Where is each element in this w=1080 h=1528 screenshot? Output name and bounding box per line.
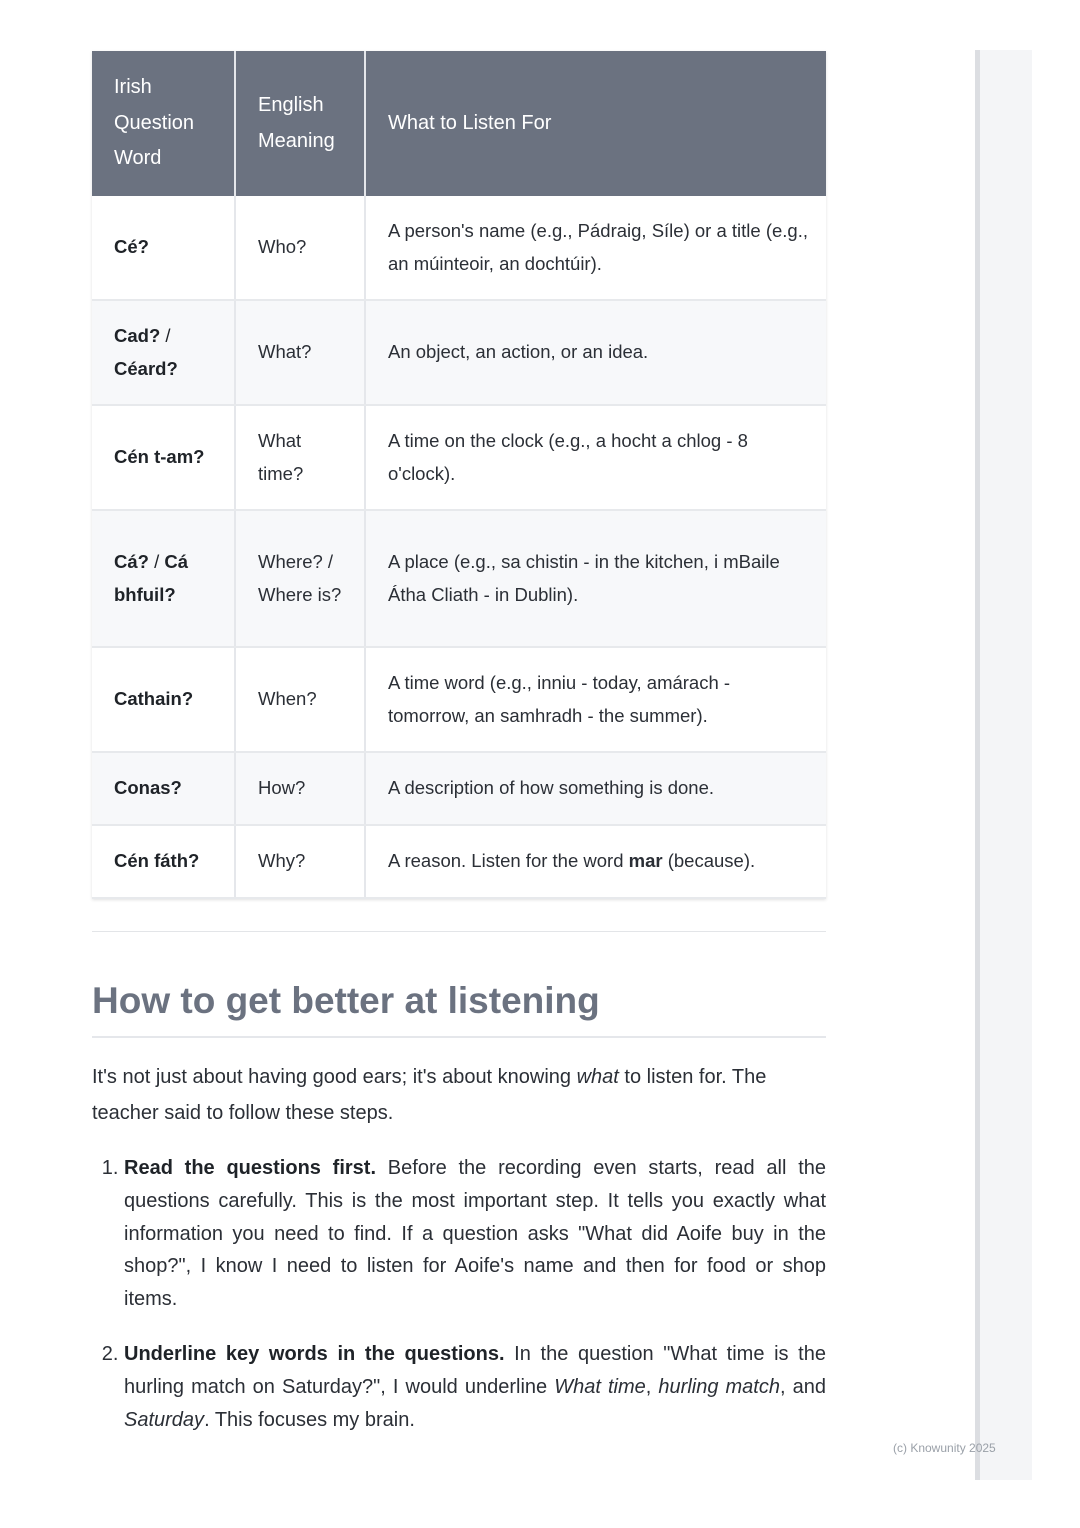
header-irish: Irish Question Word (92, 51, 235, 196)
intro-text: to listen for. The teacher said to follow these steps. (92, 1066, 767, 1124)
irish-word (92, 300, 235, 405)
listen-text: (because). (662, 850, 756, 872)
english-meaning: What time? (235, 405, 365, 510)
intro-paragraph (92, 1060, 826, 1131)
irish-word-separator: / (148, 551, 165, 572)
irish-word: Cé? (92, 196, 235, 300)
step-text: In the question "What time is the hurling match on Saturday?", I would underline (124, 1342, 826, 1398)
listen-for: A place (e.g., sa chistin - in the kitchen, i mBaile Átha Cliath - in Dublin). (365, 510, 826, 647)
header-listen: What to Listen For (365, 51, 826, 196)
table-header-row (92, 51, 826, 196)
section-divider (92, 931, 826, 932)
table-row (92, 405, 826, 510)
irish-word: Conas? (92, 752, 235, 825)
list-item (124, 1152, 826, 1316)
step-title: Underline key words in the questions. (124, 1342, 505, 1365)
step-emphasis: hurling match (658, 1375, 780, 1398)
english-meaning: Why? (235, 825, 365, 898)
listen-for: A time word (e.g., inniu - today, amárach - tomorrow, an samhradh - the summer). (365, 647, 826, 752)
listen-for: A time on the clock (e.g., a hocht a chlog - 8 o'clock). (365, 405, 826, 510)
irish-word-separator: / (160, 325, 171, 346)
header-english: English Meaning (235, 51, 365, 196)
listen-for: A description of how something is done. (365, 752, 826, 825)
step-text: Before the recording even starts, read all the questions carefully. This is the most important step. It tells you exactly what information you need to find. If a question asks "What did Aoife buy in the shop?", I know I need to listen for Aoife's name and then for food or shop items. (124, 1157, 826, 1311)
irish-word-part: Cá bhfuil? (114, 551, 189, 605)
step-emphasis: What time (554, 1375, 646, 1398)
irish-word (92, 510, 235, 647)
irish-word: Cén fáth? (92, 825, 235, 898)
listen-for: An object, an action, or an idea. (365, 300, 826, 405)
table-row (92, 825, 826, 898)
list-item (124, 1338, 826, 1436)
step-text: , and (780, 1375, 827, 1398)
table-row (92, 752, 826, 825)
irish-word-part: Céard? (114, 357, 178, 379)
listen-text: A reason. Listen for the word (388, 850, 629, 872)
intro-emphasis: what (576, 1066, 619, 1088)
steps-list (92, 1152, 826, 1458)
step-text: . This focuses my brain. (204, 1408, 415, 1431)
english-meaning: Where? / Where is? (235, 510, 365, 647)
listen-for (365, 825, 826, 898)
irish-word: Cathain? (92, 647, 235, 752)
table-row (92, 510, 826, 647)
keyword-mar: mar (628, 850, 663, 872)
table-row (92, 196, 826, 300)
english-meaning: When? (235, 647, 365, 752)
english-meaning: What? (235, 300, 365, 405)
table-row (92, 300, 826, 405)
intro-text: It's not just about having good ears; it's about knowing (92, 1066, 577, 1088)
english-meaning: Who? (235, 196, 365, 300)
irish-word: Cén t-am? (92, 405, 235, 510)
side-panel (975, 50, 1032, 1480)
irish-word-part: Cad? (114, 325, 161, 346)
section-heading: How to get better at listening (92, 978, 826, 1038)
step-text: , (645, 1375, 659, 1398)
irish-word-part: Cá? (114, 551, 149, 572)
step-title: Read the questions first. (124, 1157, 377, 1179)
step-emphasis: Saturday (124, 1408, 205, 1431)
listen-for: A person's name (e.g., Pádraig, Síle) or a title (e.g., an múinteoir, an dochtúir). (365, 196, 826, 300)
copyright-credit: (c) Knowunity 2025 (893, 1441, 996, 1455)
english-meaning: How? (235, 752, 365, 825)
question-words-table (92, 51, 826, 899)
table-row (92, 647, 826, 752)
